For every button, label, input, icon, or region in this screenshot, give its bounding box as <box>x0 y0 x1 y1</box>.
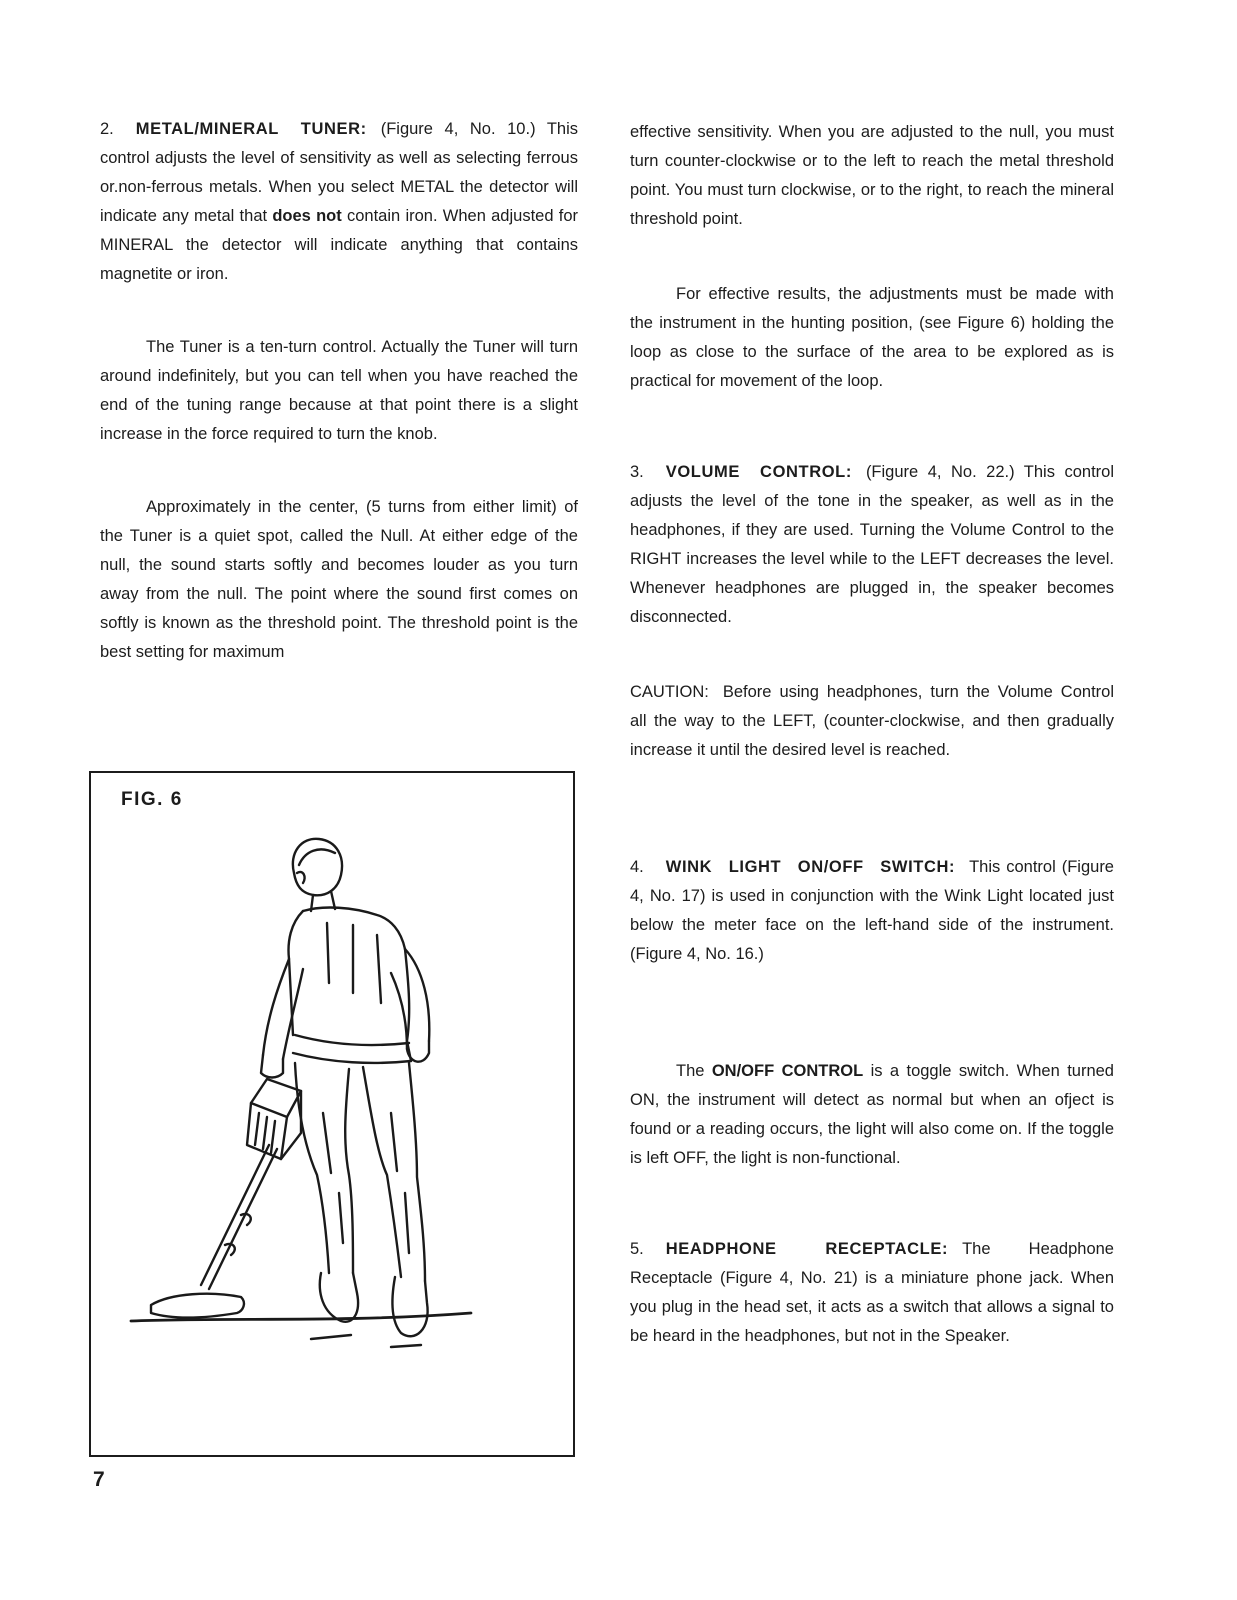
body-text: (Figure 4, No. 22.) This control adjusts the level of the tone in the speaker, as well as in the headphones, if they are used. Turning the Volume Control to the RIGHT increases the level while to the LEFT decreases the level. Whenever headphones are plugged in, the speaker becomes disconnected. <box>630 463 1114 626</box>
section-3-volume-control <box>630 458 1114 632</box>
section-number: 2. <box>100 120 114 138</box>
right-column <box>630 118 1114 1351</box>
body-text: The <box>676 1062 712 1080</box>
section-5-headphone-receptacle <box>630 1235 1114 1351</box>
emphasis-text: does not <box>272 207 342 225</box>
section-number: 5. <box>630 1240 644 1258</box>
body-text: (Figure 4, No. 10.) This control adjusts the level of sensitivity as well as selecting ferrous or.non-ferrous metals. When you select METAL the detector will indicate any metal that <box>100 120 578 225</box>
section-number: 4. <box>630 858 644 876</box>
emphasis-text: ON/OFF CONTROL <box>711 1062 864 1080</box>
caution-paragraph <box>630 678 1114 765</box>
section-heading: WINK LIGHT ON/OFF SWITCH: <box>665 858 956 876</box>
paragraph-tuner: The Tuner is a ten-turn control. Actually the Tuner will turn around indefinitely, but you can tell when you have reached the end of the tuning range because at that point there is a slight increase in the force required to turn the knob. <box>100 338 578 443</box>
figure-6-box <box>89 771 575 1457</box>
left-column <box>100 115 578 667</box>
paragraph-continued: effective sensitivity. When you are adjusted to the null, you must turn counter-clockwise or to the left to reach the metal threshold point. You must turn clockwise, or to the right, to reach the mineral threshold point. <box>630 123 1114 228</box>
caution-label: CAUTION: <box>630 683 709 701</box>
section-heading: METAL/MINERAL TUNER: <box>135 120 367 138</box>
paragraph-null: Approximately in the center, (5 turns from either limit) of the Tuner is a quiet spot, called the Null. At either edge of the null, the sound starts softly and becomes louder as you turn away from the null. The point where the sound first comes on softly is known as the threshold point. The threshold point is the best setting for maximum <box>100 498 578 661</box>
body-text: contain iron. When adjusted for MINERAL the detector will indicate anything that contains magnetite or iron. <box>100 207 579 283</box>
man-with-metal-detector-illustration <box>91 773 573 1455</box>
body-text: The Headphone Receptacle (Figure 4, No. 21) is a miniature phone jack. When you plug in the head set, it acts as a switch that allows a signal to be heard in the headphones, but not in the Speaker. <box>630 1240 1114 1345</box>
section-number: 3. <box>630 463 644 481</box>
body-text: is a toggle switch. When turned ON, the instrument will detect as normal but when an ofject is found or a reading occurs, the light will also come on. If the toggle is left OFF, the light is non-functional. <box>630 1062 1114 1167</box>
body-text: Before using headphones, turn the Volume Control all the way to the LEFT, (counter-clockwise, and then gradually increase it until the desired level is reached. <box>630 683 1114 759</box>
figure-label: FIG. 6 <box>121 789 183 810</box>
page-number: 7 <box>93 1468 105 1491</box>
section-heading: HEADPHONE RECEPTACLE: <box>665 1240 949 1258</box>
paragraph-on-off-control <box>630 1057 1114 1173</box>
section-heading: VOLUME CONTROL: <box>665 463 852 481</box>
section-4-wink-light-switch <box>630 853 1114 969</box>
body-text: This control (Figure 4, No. 17) is used in conjunction with the Wink Light located just below the meter face on the left-hand side of the instrument. (Figure 4, No. 16.) <box>630 858 1114 963</box>
paragraph-effective-results: For effective results, the adjustments must be made with the instrument in the hunting position, (see Figure 6) holding the loop as close to the surface of the area to be explored as is practical for movement of the loop. <box>630 285 1114 390</box>
section-2-metal-mineral-tuner <box>100 115 578 289</box>
